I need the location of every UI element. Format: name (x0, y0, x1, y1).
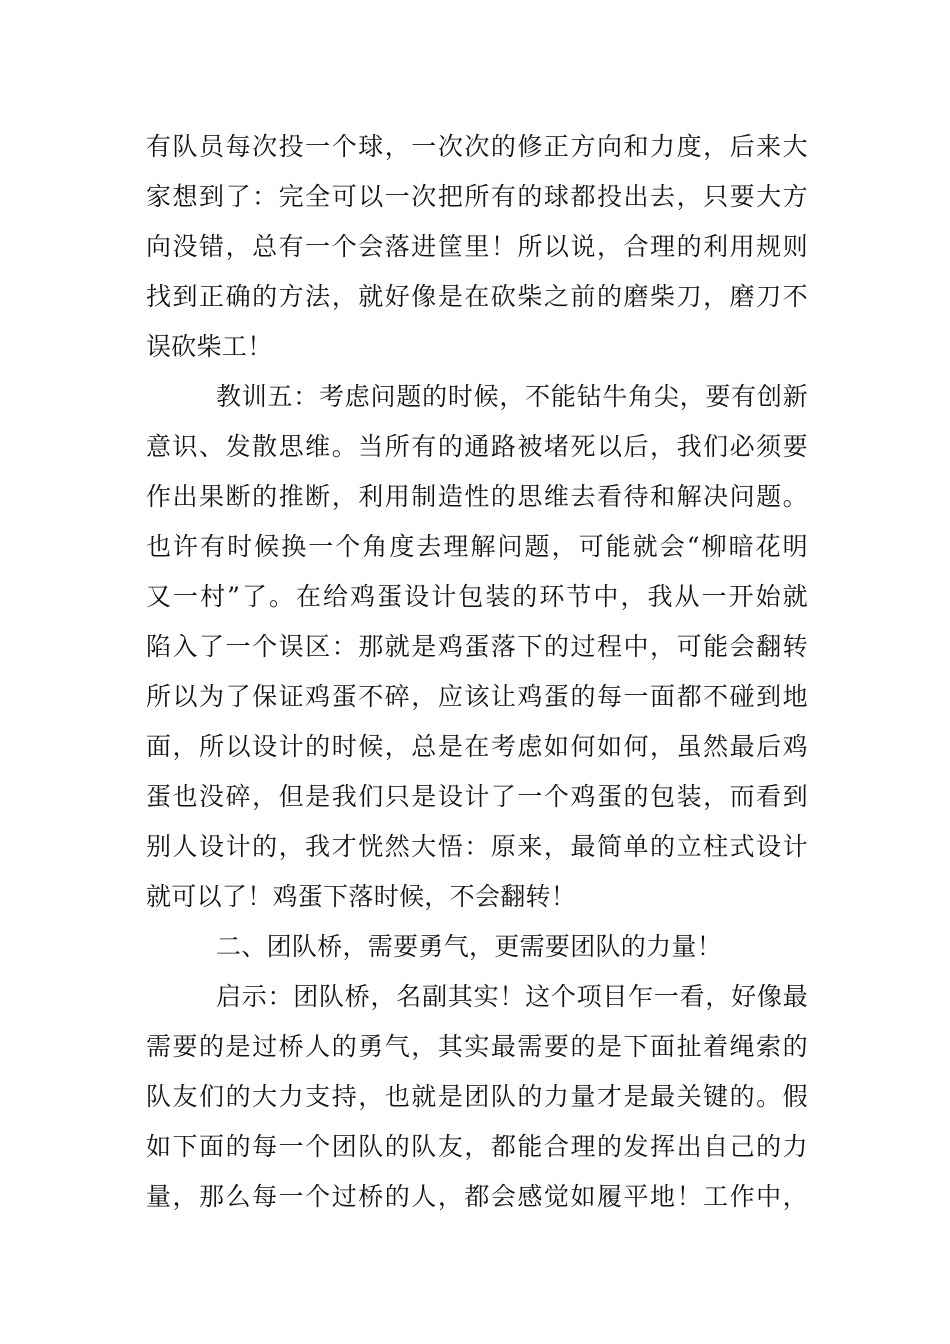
text-line: 找到正确的方法，就好像是在砍柴之前的磨柴刀，磨刀不 (146, 282, 808, 311)
text-line: 有队员每次投一个球，一次次的修正方向和力度，后来大 (146, 132, 808, 161)
text-line: 量，那么每一个过桥的人，都会感觉如履平地！工作中， (146, 1182, 808, 1211)
text-line: 队友们的大力支持，也就是团队的力量才是最关键的。假 (146, 1082, 808, 1111)
text-line: 家想到了：完全可以一次把所有的球都投出去，只要大方 (146, 182, 808, 211)
paragraph-heading-line: 教训五：考虑问题的时候，不能钻牛角尖，要有创新 (216, 382, 808, 411)
text-line: 误砍柴工！ (146, 332, 273, 361)
text-line: 如下面的每一个团队的队友，都能合理的发挥出自己的力 (146, 1132, 808, 1161)
text-line: 作出果断的推断，利用制造性的思维去看待和解决问题。 (146, 482, 808, 511)
text-line: 就可以了！鸡蛋下落时候，不会翻转！ (146, 882, 577, 911)
paragraph-heading-line: 启示：团队桥，名副其实！这个项目乍一看，好像最 (216, 982, 808, 1011)
text-line: 所以为了保证鸡蛋不碎，应该让鸡蛋的每一面都不碰到地 (146, 682, 808, 711)
section-heading: 二、团队桥，需要勇气，更需要团队的力量！ (216, 932, 723, 961)
text-line: 意识、发散思维。当所有的通路被堵死以后，我们必须要 (146, 432, 808, 461)
text-line: 又一村”了。在给鸡蛋设计包装的环节中，我从一开始就 (146, 582, 808, 611)
text-line: 别人设计的，我才恍然大悟：原来，最简单的立柱式设计 (146, 832, 808, 861)
text-line: 蛋也没碎，但是我们只是设计了一个鸡蛋的包装，而看到 (146, 782, 808, 811)
text-line: 向没错，总有一个会落进筐里！所以说，合理的利用规则 (146, 232, 808, 261)
text-line: 面，所以设计的时候，总是在考虑如何如何，虽然最后鸡 (146, 732, 808, 761)
text-line: 陷入了一个误区：那就是鸡蛋落下的过程中，可能会翻转 (146, 632, 808, 661)
text-line: 也许有时候换一个角度去理解问题，可能就会“柳暗花明 (146, 532, 808, 561)
document-body (146, 122, 808, 1222)
text-line: 需要的是过桥人的勇气，其实最需要的是下面扯着绳索的 (146, 1032, 808, 1061)
